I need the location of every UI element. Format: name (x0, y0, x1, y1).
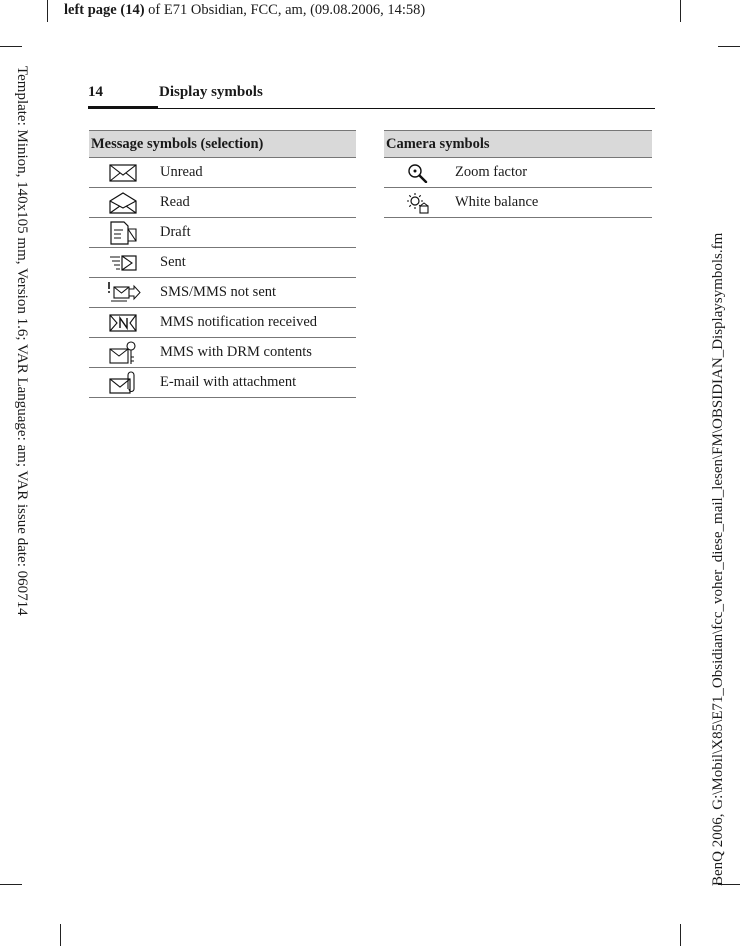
template-side-text: Template: Minion, 140x105 mm, Version 1.6; VAR Language: am; VAR issue date: 060714 (14, 66, 30, 616)
message-symbols-table (89, 130, 356, 398)
table-row (89, 248, 356, 278)
print-header (64, 2, 425, 19)
file-path-side-note (710, 66, 732, 886)
crop-mark (0, 46, 22, 47)
camera-table-heading: Camera symbols (384, 131, 652, 158)
crop-mark (680, 924, 681, 946)
header-rest: of E71 Obsidian, FCC, am, (09.08.2006, 14:58) (144, 2, 426, 18)
table-row (384, 188, 652, 218)
header-bold: left page (14) (64, 2, 145, 18)
crop-mark (0, 884, 22, 885)
file-path-side-text: BenQ 2006, G:\Mobil\X85\E71_Obsidian\fcc_voher_diese_mail_lesen\FM\OBSIDIAN_Displaysymbols.fm (710, 232, 726, 886)
camera-symbols-table (384, 130, 652, 218)
not-sent-icon (89, 281, 157, 305)
table-row (89, 188, 356, 218)
symbol-label: Read (157, 188, 356, 218)
page-title: Display symbols (159, 84, 263, 100)
unread-envelope-icon (89, 163, 157, 183)
read-envelope-icon (89, 192, 157, 214)
white-balance-icon (384, 192, 452, 214)
table-row (89, 338, 356, 368)
drm-key-icon (89, 340, 157, 366)
crop-mark (718, 46, 740, 47)
mms-notification-icon (89, 313, 157, 333)
header-rule-thick (88, 106, 158, 109)
table-row (89, 218, 356, 248)
zoom-icon (384, 163, 452, 183)
crop-mark (680, 0, 681, 22)
symbol-label: Unread (157, 158, 356, 188)
table-row (384, 158, 652, 188)
attachment-icon (89, 371, 157, 395)
message-table-heading: Message symbols (selection) (89, 131, 356, 158)
table-row (89, 278, 356, 308)
symbol-label: Draft (157, 218, 356, 248)
symbol-label: White balance (452, 188, 652, 218)
symbol-label: E-mail with attachment (157, 368, 356, 398)
table-row (89, 368, 356, 398)
header-rule-thin (158, 108, 655, 109)
crop-mark (47, 0, 48, 22)
table-row (89, 308, 356, 338)
symbol-label: MMS notification received (157, 308, 356, 338)
symbol-label: Zoom factor (452, 158, 652, 188)
sent-icon (89, 253, 157, 273)
draft-icon (89, 221, 157, 245)
table-row (89, 158, 356, 188)
page-number: 14 (88, 84, 103, 100)
symbol-label: SMS/MMS not sent (157, 278, 356, 308)
template-side-note (8, 66, 30, 666)
crop-mark (60, 924, 61, 946)
symbol-label: Sent (157, 248, 356, 278)
symbol-label: MMS with DRM contents (157, 338, 356, 368)
